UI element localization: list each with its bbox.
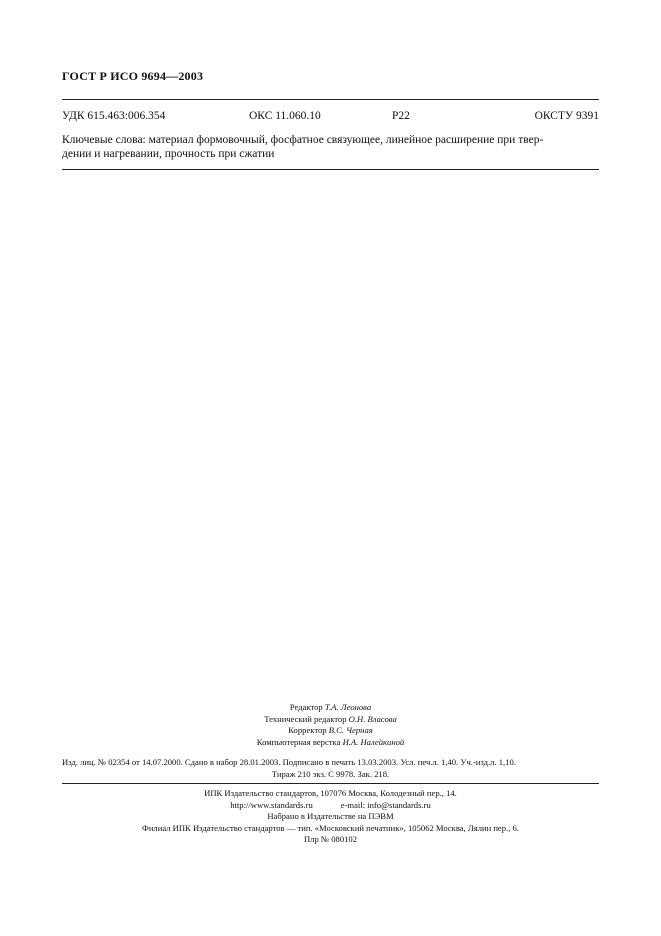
- keywords-divider: [62, 169, 599, 170]
- imprint-divider: [62, 783, 599, 784]
- proofreader-name: В.С. Черная: [328, 725, 373, 735]
- tech-editor-role: Технический редактор: [264, 713, 347, 724]
- plr-number: Плр № 080102: [303, 834, 358, 845]
- proofreader-credit: [0, 725, 661, 737]
- tech-editor-credit: [0, 714, 661, 726]
- header-divider: [62, 99, 599, 100]
- standard-code: ГОСТ Р ИСО 9694—2003: [62, 69, 204, 83]
- printer-block: [0, 788, 661, 846]
- branch-address: Филиал ИПК Издательство стандартов — тип. «Московский печатник», 105062 Москва, Лялин пер., 6.: [142, 822, 519, 833]
- group-code: Р22: [392, 110, 410, 122]
- udc-code: УДК 615.463:006.354: [62, 110, 166, 122]
- layout-credit: [0, 737, 661, 749]
- proofreader-role: Корректор: [288, 725, 327, 735]
- publication-line-2: Тираж 210 экз. С 9978. Зак. 218.: [271, 768, 390, 779]
- publication-info: [62, 757, 599, 780]
- credits-block: [0, 702, 661, 748]
- publication-line-1: Изд. лиц. № 02354 от 14.07.2000. Сдано в набор 28.01.2003. Подписано в печать 13.03.2003. Усл. печ.л. 1,40. Уч.-изд.л. 1,10.: [62, 757, 516, 767]
- contact-row: [0, 800, 661, 812]
- editor-name: Т.А. Леонова: [324, 702, 372, 712]
- editor-credit: [0, 702, 661, 714]
- editor-role: Редактор: [289, 702, 323, 712]
- keywords-block: [62, 133, 600, 161]
- layout-name: И.А. Налейкиной: [342, 736, 405, 747]
- oks-code: ОКС 11.060.10: [249, 110, 321, 122]
- typeset-note: Набрано в Издательстве на ПЭВМ: [267, 811, 394, 822]
- tech-editor-name: О.Н. Власова: [348, 713, 397, 724]
- keywords-line-1: Ключевые слова: материал формовочный, фосфатное связующее, линейное расширение при твер-: [62, 134, 544, 146]
- okstu-code: ОКСТУ 9391: [534, 110, 599, 122]
- keywords-line-2: дении и нагревании, прочность при сжатии: [62, 148, 275, 160]
- publisher-address: ИПК Издательство стандартов, 107076 Москва, Колодезный пер., 14.: [204, 788, 457, 798]
- layout-role: Компьютерная верстка: [256, 736, 341, 747]
- email-link[interactable]: e-mail: info@standards.ru: [340, 799, 431, 810]
- website-link[interactable]: http://www.standards.ru: [230, 799, 313, 810]
